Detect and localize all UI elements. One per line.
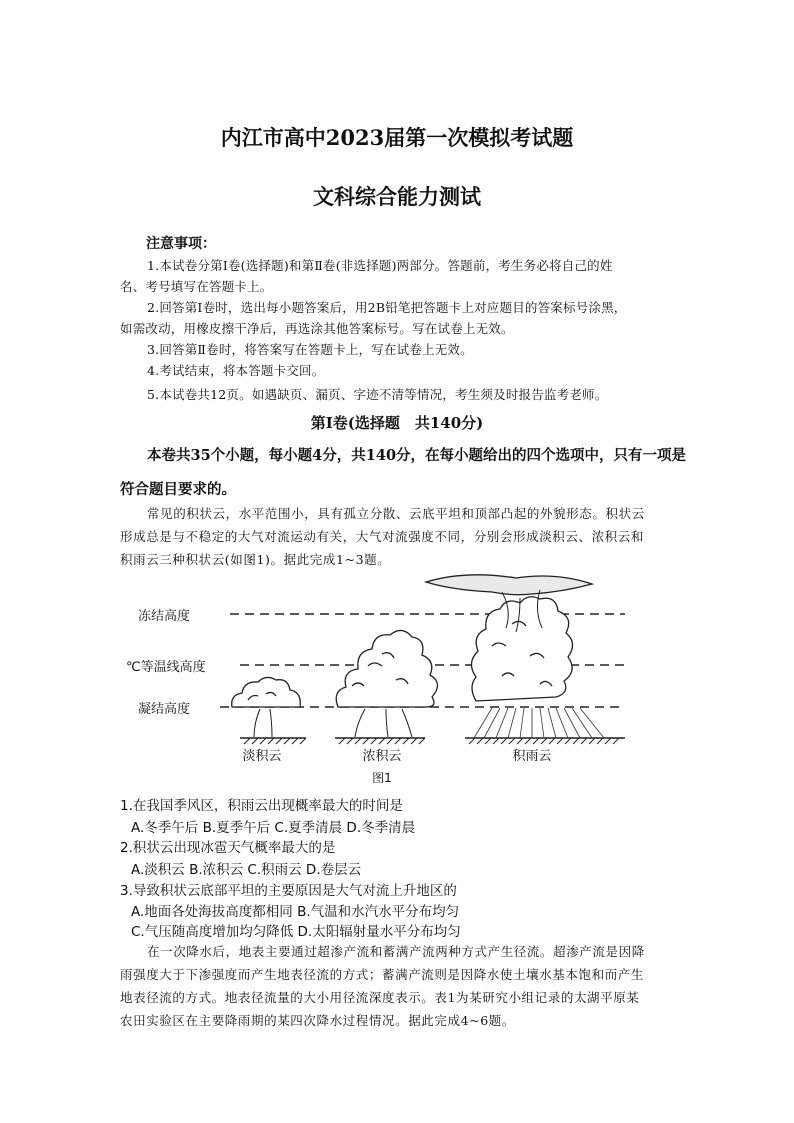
passage-line: 常见的积状云，水平范围小，具有孤立分散、云底平坦和顶部凸起的外貌形态。积状云 xyxy=(147,506,645,521)
notice-item: 名、考号填写在答题卡上。 xyxy=(120,279,273,294)
notice-heading: 注意事项： xyxy=(146,236,216,252)
passage-line: 在一次降水后，地表主要通过超渗产流和蓄满产流两种方式产生径流。超渗产流是因降 xyxy=(147,944,645,959)
cumulus-figure xyxy=(120,568,660,790)
cloud-label-humilis: 淡积云 xyxy=(242,749,282,764)
figure-caption: 图1 xyxy=(372,771,392,785)
passage-line: 地表径流的方式。地表径流量的大小用径流深度表示。表1为某研究小组记录的太湖平原某 xyxy=(120,990,640,1005)
cloud-label-cumulonimbus: 积雨云 xyxy=(512,749,552,764)
isotherm-level-label: ℃等温线高度 xyxy=(126,660,206,675)
condensation-level-label: 凝结高度 xyxy=(138,702,191,717)
section-instruction: 符合题目要求的。 xyxy=(120,481,236,498)
question-stem: 2.积状云出现冰雹天气概率最大的是 xyxy=(120,840,336,856)
notice-item: 如需改动，用橡皮擦干净后，再选涂其他答案标号。写在试卷上无效。 xyxy=(120,321,514,336)
cloud-label-congestus: 浓积云 xyxy=(362,749,402,764)
cumulus-congestus-cloud xyxy=(336,630,437,737)
exam-title: 内江市高中2023届第一次模拟考试题 xyxy=(220,125,574,150)
passage-line: 农田实验区在主要降雨期的某四次降水过程情况。据此完成4~6题。 xyxy=(120,1013,515,1028)
section-instruction: 本卷共35个小题，每小题4分，共140分，在每小题给出的四个选项中，只有一项是 xyxy=(147,447,687,464)
question-stem: 3.导致积状云底部平坦的主要原因是大气对流上升地区的 xyxy=(120,883,457,899)
cumulonimbus-cloud xyxy=(426,575,592,701)
rain-shafts xyxy=(474,708,604,738)
section-title: 第Ⅰ卷(选择题 共140分) xyxy=(310,414,484,432)
notice-item: 3.回答第Ⅱ卷时，将答案写在答题卡上，写在试卷上无效。 xyxy=(147,342,473,357)
question-options: C.气压随高度增加均匀降低 D.太阳辐射量水平分布均匀 xyxy=(131,924,461,940)
notice-item: 4.考试结束，将本答题卡交回。 xyxy=(147,363,325,378)
question-options: A.地面各处海拔高度都相同 B.气温和水汽水平分布均匀 xyxy=(131,904,460,920)
passage-line: 雨强度大于下渗强度而产生地表径流的方式；蓄满产流则是因降水使土壤水基本饱和而产生 xyxy=(120,967,645,982)
exam-subtitle: 文科综合能力测试 xyxy=(313,184,481,209)
passage-line: 积雨云三种积状云(如图1)。据此完成1~3题。 xyxy=(120,552,391,567)
ground-hatching xyxy=(240,738,625,744)
cumulus-humilis-cloud xyxy=(232,677,301,737)
question-options: A.冬季午后 B.夏季午后 C.夏季清晨 D.冬季清晨 xyxy=(131,820,416,836)
notice-item: 2.回答第Ⅰ卷时，选出每小题答案后，用2B铅笔把答题卡上对应题目的答案标号涂黑， xyxy=(147,300,627,315)
question-stem: 1.在我国季风区，积雨云出现概率最大的时间是 xyxy=(120,798,403,814)
freezing-level-label: 冻结高度 xyxy=(138,609,191,624)
passage-line: 形成总是与不稳定的大气对流运动有关，大气对流强度不同，分别会形成淡积云、浓积云和 xyxy=(120,529,645,544)
notice-item: 1.本试卷分第Ⅰ卷(选择题)和第Ⅱ卷(非选择题)两部分。答题前，考生务必将自己的姓 xyxy=(147,258,613,273)
question-options: A.淡积云 B.浓积云 C.积雨云 D.卷层云 xyxy=(131,862,362,878)
notice-item: 5.本试卷共12页。如遇缺页、漏页、字迹不清等情况，考生须及时报告监考老师。 xyxy=(147,387,608,402)
